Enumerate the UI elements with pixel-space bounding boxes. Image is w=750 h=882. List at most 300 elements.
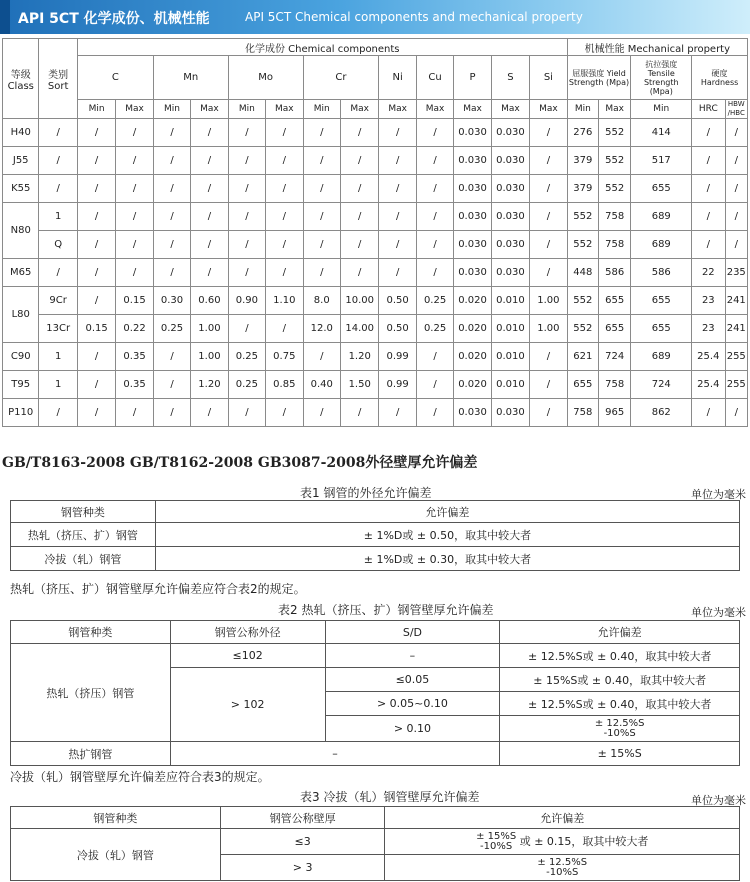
table2-dash: –	[325, 644, 500, 668]
value-cell: 0.22	[116, 315, 153, 343]
value-cell: /	[530, 147, 567, 175]
value-cell: /	[77, 287, 115, 315]
api-table-body	[3, 119, 748, 427]
element-p: P	[454, 56, 491, 100]
value-cell: 12.0	[303, 315, 340, 343]
value-cell: 758	[599, 231, 631, 259]
table2-sd: > 0.05~0.10	[325, 692, 500, 716]
value-cell: 0.99	[379, 371, 416, 399]
tol-minus: -10%S	[546, 866, 579, 878]
value-cell: 655	[631, 315, 692, 343]
value-cell: 14.00	[340, 315, 378, 343]
grade-cell: C90	[3, 343, 39, 371]
max-label: Max	[454, 100, 491, 119]
value-cell: 25.4	[692, 371, 725, 399]
value-cell: /	[692, 175, 725, 203]
value-cell: 0.30	[153, 287, 190, 315]
value-cell: /	[77, 119, 115, 147]
table3-type: 冷拔（轧）钢管	[11, 829, 221, 881]
value-cell: 0.85	[266, 371, 303, 399]
table3-tol-header: 允许偏差	[385, 807, 740, 829]
grade-cell: P110	[3, 399, 39, 427]
value-cell: 552	[599, 175, 631, 203]
table1-type-header: 钢管种类	[11, 501, 156, 523]
table2-caption: 表2 热轧（挤压、扩）钢管壁厚允许偏差	[278, 603, 494, 617]
value-cell: /	[266, 399, 303, 427]
value-cell: /	[725, 147, 748, 175]
value-cell: 0.030	[491, 259, 529, 287]
value-cell: /	[228, 315, 265, 343]
value-cell: /	[725, 203, 748, 231]
value-cell: 22	[692, 259, 725, 287]
max-label: Max	[379, 100, 416, 119]
chem-header: 化学成份 Chemical components	[77, 39, 567, 56]
value-cell: 758	[567, 399, 598, 427]
table-row	[3, 343, 748, 371]
table3-note: 冷拔（轧）钢管壁厚允许偏差应符合表3的规定。	[10, 770, 270, 784]
value-cell: /	[191, 175, 228, 203]
max-label: Max	[266, 100, 303, 119]
table2-tol-header: 允许偏差	[500, 621, 740, 644]
min-label: Min	[567, 100, 598, 119]
value-cell: /	[340, 175, 378, 203]
table-row	[3, 259, 748, 287]
value-cell: /	[379, 399, 416, 427]
min-label: Min	[153, 100, 190, 119]
element-mo: Mo	[228, 56, 303, 100]
value-cell: /	[340, 147, 378, 175]
table-row	[3, 371, 748, 399]
value-cell: /	[116, 119, 153, 147]
max-label: Max	[599, 100, 631, 119]
value-cell: /	[116, 203, 153, 231]
value-cell: /	[379, 259, 416, 287]
value-cell: /	[416, 343, 453, 371]
value-cell: 655	[599, 287, 631, 315]
value-cell: /	[379, 203, 416, 231]
value-cell: 0.40	[303, 371, 340, 399]
max-label: Max	[340, 100, 378, 119]
value-cell: 23	[692, 315, 725, 343]
value-cell: 724	[599, 343, 631, 371]
value-cell: /	[340, 203, 378, 231]
value-cell: 655	[567, 371, 598, 399]
sort-cell: /	[39, 399, 77, 427]
element-si: Si	[530, 56, 567, 100]
grade-cell: K55	[3, 175, 39, 203]
value-cell: 0.25	[228, 343, 265, 371]
value-cell: /	[228, 203, 265, 231]
value-cell: 25.4	[692, 343, 725, 371]
value-cell: 586	[631, 259, 692, 287]
value-cell: 0.030	[454, 399, 491, 427]
page-banner	[0, 0, 750, 34]
value-cell: 0.030	[454, 119, 491, 147]
table2-od-large: > 102	[170, 668, 325, 742]
value-cell: /	[416, 203, 453, 231]
value-cell: 0.99	[379, 343, 416, 371]
value-cell: /	[266, 175, 303, 203]
value-cell: 655	[631, 287, 692, 315]
value-cell: 0.25	[228, 371, 265, 399]
value-cell: 0.50	[379, 287, 416, 315]
table3-wall: > 3	[220, 855, 385, 881]
value-cell: 0.030	[491, 175, 529, 203]
value-cell: 0.030	[454, 147, 491, 175]
grade-cell: M65	[3, 259, 39, 287]
value-cell: 655	[631, 175, 692, 203]
value-cell: /	[416, 259, 453, 287]
value-cell: /	[116, 259, 153, 287]
value-cell: 0.35	[116, 371, 153, 399]
gb-standards-title: GB/T8163-2008 GB/T8162-2008 GB3087-2008外径壁厚允许偏差	[2, 455, 478, 471]
value-cell: /	[416, 399, 453, 427]
value-cell: 552	[567, 315, 598, 343]
table2-tol: ± 12.5%S或 ± 0.40，取其中较大者	[500, 692, 740, 716]
value-cell: 0.020	[454, 343, 491, 371]
value-cell: /	[153, 203, 190, 231]
value-cell: /	[228, 175, 265, 203]
sort-cell: /	[39, 259, 77, 287]
tol-minus: -10%S	[603, 727, 636, 739]
value-cell: 0.15	[77, 315, 115, 343]
tol-stack	[537, 858, 587, 878]
tol-stack	[595, 719, 645, 739]
table-row	[3, 203, 748, 231]
value-cell: /	[153, 259, 190, 287]
value-cell: /	[530, 203, 567, 231]
table-row	[3, 175, 748, 203]
value-cell: 1.20	[340, 343, 378, 371]
value-cell: /	[725, 119, 748, 147]
element-ni: Ni	[379, 56, 416, 100]
value-cell: 379	[567, 175, 598, 203]
tensile-header: 抗拉强度 Tensile Strength (Mpa)	[631, 56, 692, 100]
table1-caption: 表1 钢管的外径允许偏差	[300, 486, 432, 500]
value-cell: 8.0	[303, 287, 340, 315]
grade-cell: N80	[3, 203, 39, 259]
value-cell: 1.20	[191, 371, 228, 399]
value-cell: /	[77, 147, 115, 175]
value-cell: /	[116, 175, 153, 203]
sort-cell: 9Cr	[39, 287, 77, 315]
table2-od-header: 钢管公称外径	[170, 621, 325, 644]
value-cell: 0.030	[454, 231, 491, 259]
table2-sd: > 0.10	[325, 716, 500, 742]
value-cell: /	[379, 175, 416, 203]
value-cell: 0.020	[454, 287, 491, 315]
value-cell: 0.010	[491, 343, 529, 371]
table2-dash: –	[170, 742, 500, 766]
value-cell: 965	[599, 399, 631, 427]
grade-cell: L80	[3, 287, 39, 343]
value-cell: /	[416, 147, 453, 175]
api-5ct-table	[2, 38, 748, 427]
sort-header: 类别 Sort	[39, 39, 77, 119]
value-cell: /	[530, 231, 567, 259]
value-cell: 276	[567, 119, 598, 147]
value-cell: 552	[567, 287, 598, 315]
max-label: Max	[530, 100, 567, 119]
value-cell: 414	[631, 119, 692, 147]
value-cell: 379	[567, 147, 598, 175]
value-cell: /	[228, 119, 265, 147]
value-cell: 621	[567, 343, 598, 371]
tol-plus: ± 15%S	[476, 830, 517, 842]
value-cell: /	[379, 231, 416, 259]
table1-type: 热轧（挤压、扩）钢管	[11, 523, 156, 547]
value-cell: 758	[599, 203, 631, 231]
value-cell: 255	[725, 371, 748, 399]
table1-tol: ± 1%D或 ± 0.50，取其中较大者	[155, 523, 739, 547]
value-cell: /	[266, 119, 303, 147]
table-row	[3, 231, 748, 259]
value-cell: /	[77, 203, 115, 231]
value-cell: /	[116, 147, 153, 175]
value-cell: /	[228, 399, 265, 427]
sort-cell: 1	[39, 203, 77, 231]
table2-tol: ± 15%S	[500, 742, 740, 766]
value-cell: 0.020	[454, 315, 491, 343]
value-cell: 10.00	[340, 287, 378, 315]
table2-tol	[500, 716, 740, 742]
value-cell: 1.50	[340, 371, 378, 399]
min-label: Min	[77, 100, 115, 119]
value-cell: 552	[567, 231, 598, 259]
table1-tol-header: 允许偏差	[155, 501, 739, 523]
value-cell: /	[340, 399, 378, 427]
value-cell: 1.10	[266, 287, 303, 315]
element-mn: Mn	[153, 56, 228, 100]
value-cell: /	[153, 371, 190, 399]
tol-plus: ± 12.5%S	[537, 856, 588, 868]
value-cell: /	[303, 175, 340, 203]
element-s: S	[491, 56, 529, 100]
banner-title-en: API 5CT Chemical components and mechanical property	[245, 10, 583, 24]
value-cell: 241	[725, 315, 748, 343]
table3-wall: ≤3	[220, 829, 385, 855]
value-cell: /	[340, 231, 378, 259]
value-cell: /	[303, 231, 340, 259]
table3-tol	[385, 855, 740, 881]
table1-type: 冷拔（轧）钢管	[11, 547, 156, 571]
value-cell: 235	[725, 259, 748, 287]
value-cell: /	[77, 399, 115, 427]
value-cell: 586	[599, 259, 631, 287]
value-cell: /	[303, 343, 340, 371]
value-cell: 517	[631, 147, 692, 175]
value-cell: 1.00	[191, 315, 228, 343]
table1-tol: ± 1%D或 ± 0.30，取其中较大者	[155, 547, 739, 571]
value-cell: /	[191, 231, 228, 259]
value-cell: 23	[692, 287, 725, 315]
table2	[10, 620, 740, 766]
min-label: Min	[631, 100, 692, 119]
table-row	[3, 315, 748, 343]
value-cell: /	[530, 399, 567, 427]
value-cell: /	[303, 259, 340, 287]
table3-wall-header: 钢管公称壁厚	[220, 807, 385, 829]
grade-header: 等级 Class	[3, 39, 39, 119]
value-cell: /	[340, 259, 378, 287]
value-cell: /	[303, 203, 340, 231]
tol-plus: ± 12.5%S	[594, 717, 645, 729]
value-cell: /	[191, 203, 228, 231]
sort-cell: /	[39, 175, 77, 203]
hbw-label: HBW /HBC	[725, 100, 748, 119]
value-cell: 0.030	[491, 147, 529, 175]
value-cell: /	[77, 259, 115, 287]
grade-cell: H40	[3, 119, 39, 147]
value-cell: /	[77, 371, 115, 399]
value-cell: 0.50	[379, 315, 416, 343]
grade-cell: T95	[3, 371, 39, 399]
value-cell: /	[191, 399, 228, 427]
max-label: Max	[491, 100, 529, 119]
value-cell: 0.030	[454, 259, 491, 287]
value-cell: 0.25	[416, 287, 453, 315]
min-label: Min	[228, 100, 265, 119]
banner-title-cn: API 5CT 化学成份、机械性能	[18, 11, 210, 27]
value-cell: /	[153, 147, 190, 175]
value-cell: 255	[725, 343, 748, 371]
value-cell: 689	[631, 203, 692, 231]
sort-cell: Q	[39, 231, 77, 259]
table2-sd: ≤0.05	[325, 668, 500, 692]
value-cell: 724	[631, 371, 692, 399]
value-cell: /	[692, 231, 725, 259]
value-cell: /	[303, 399, 340, 427]
table-row	[3, 147, 748, 175]
value-cell: /	[228, 231, 265, 259]
value-cell: /	[725, 399, 748, 427]
element-cu: Cu	[416, 56, 453, 100]
value-cell: /	[303, 147, 340, 175]
value-cell: /	[303, 119, 340, 147]
max-label: Max	[116, 100, 153, 119]
table-row	[3, 287, 748, 315]
value-cell: /	[725, 175, 748, 203]
value-cell: 1.00	[191, 343, 228, 371]
banner-stripe	[0, 0, 10, 34]
table-row	[3, 399, 748, 427]
value-cell: 0.25	[416, 315, 453, 343]
element-cr: Cr	[303, 56, 379, 100]
unit-label: 单位为毫米	[691, 606, 746, 619]
value-cell: /	[153, 231, 190, 259]
value-cell: 655	[599, 315, 631, 343]
value-cell: 0.35	[116, 343, 153, 371]
table3-caption: 表3 冷拔（轧）钢管壁厚允许偏差	[300, 790, 480, 804]
value-cell: /	[191, 259, 228, 287]
value-cell: /	[153, 175, 190, 203]
table3-tol	[385, 829, 740, 855]
value-cell: /	[416, 119, 453, 147]
table2-type-header: 钢管种类	[11, 621, 171, 644]
value-cell: /	[692, 147, 725, 175]
hrc-label: HRC	[692, 100, 725, 119]
table-row	[3, 119, 748, 147]
tol-minus: -10%S	[480, 840, 513, 852]
value-cell: /	[77, 175, 115, 203]
value-cell: 241	[725, 287, 748, 315]
sort-cell: 1	[39, 371, 77, 399]
max-label: Max	[416, 100, 453, 119]
value-cell: 0.030	[491, 119, 529, 147]
value-cell: 0.60	[191, 287, 228, 315]
table2-tol: ± 15%S或 ± 0.40，取其中较大者	[500, 668, 740, 692]
value-cell: /	[530, 259, 567, 287]
value-cell: 0.010	[491, 287, 529, 315]
table2-note: 热轧（挤压、扩）钢管壁厚允许偏差应符合表2的规定。	[10, 582, 306, 596]
value-cell: 0.030	[454, 175, 491, 203]
value-cell: 552	[599, 119, 631, 147]
value-cell: 0.020	[454, 371, 491, 399]
value-cell: 1.00	[530, 315, 567, 343]
value-cell: /	[416, 231, 453, 259]
value-cell: /	[379, 147, 416, 175]
max-label: Max	[191, 100, 228, 119]
value-cell: 448	[567, 259, 598, 287]
value-cell: 0.030	[491, 399, 529, 427]
value-cell: 862	[631, 399, 692, 427]
table2-od-small: ≤102	[170, 644, 325, 668]
min-label: Min	[303, 100, 340, 119]
value-cell: /	[692, 119, 725, 147]
value-cell: /	[153, 399, 190, 427]
value-cell: 689	[631, 343, 692, 371]
unit-label: 单位为毫米	[691, 488, 746, 501]
value-cell: /	[530, 119, 567, 147]
value-cell: /	[116, 231, 153, 259]
tol-suffix: 或 ± 0.15，取其中较大者	[519, 834, 649, 848]
value-cell: /	[266, 315, 303, 343]
value-cell: /	[116, 399, 153, 427]
table2-sd-header: S/D	[325, 621, 500, 644]
value-cell: 1.00	[530, 287, 567, 315]
value-cell: /	[266, 203, 303, 231]
value-cell: /	[77, 231, 115, 259]
value-cell: /	[725, 231, 748, 259]
value-cell: 0.030	[491, 203, 529, 231]
value-cell: 689	[631, 231, 692, 259]
hardness-header: 硬度 Hardness	[692, 56, 748, 100]
element-c: C	[77, 56, 153, 100]
value-cell: /	[379, 119, 416, 147]
table2-type-exp: 热扩钢管	[11, 742, 171, 766]
value-cell: /	[228, 147, 265, 175]
table2-tol: ± 12.5%S或 ± 0.40，取其中较大者	[500, 644, 740, 668]
value-cell: /	[153, 119, 190, 147]
value-cell: /	[416, 371, 453, 399]
table3	[10, 806, 740, 881]
value-cell: /	[530, 371, 567, 399]
value-cell: /	[228, 259, 265, 287]
value-cell: 0.030	[491, 231, 529, 259]
value-cell: /	[692, 399, 725, 427]
value-cell: 552	[567, 203, 598, 231]
value-cell: /	[340, 119, 378, 147]
table1	[10, 500, 740, 571]
value-cell: /	[692, 203, 725, 231]
value-cell: 0.15	[116, 287, 153, 315]
tol-stack	[476, 832, 516, 852]
yield-header: 屈服强度 Yield Strength (Mpa)	[567, 56, 631, 100]
value-cell: /	[416, 175, 453, 203]
value-cell: /	[77, 343, 115, 371]
grade-cell: J55	[3, 147, 39, 175]
sort-cell: 1	[39, 343, 77, 371]
